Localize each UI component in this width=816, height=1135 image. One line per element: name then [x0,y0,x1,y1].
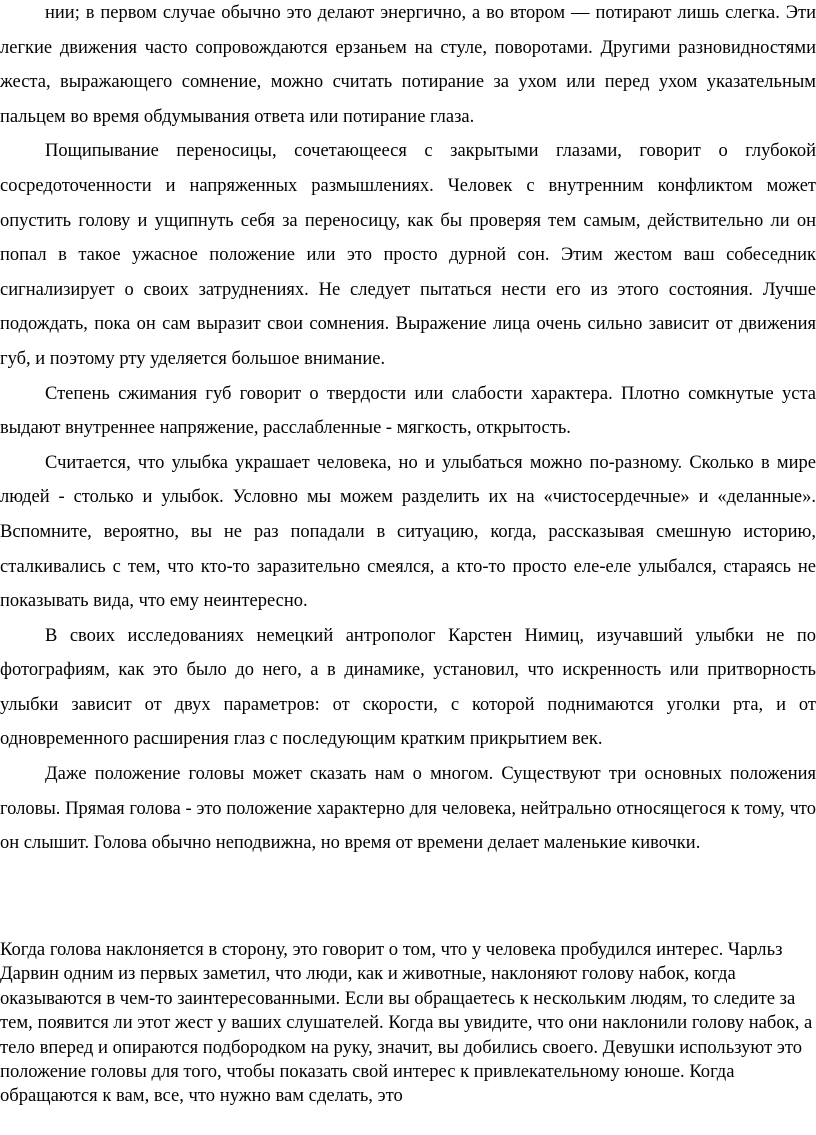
paragraph-nimitz-study: В своих исследованиях немецкий антрополог Карстен Нимиц, изучавший улыбки не по фотографиям, как это было до него, а в динамике, установил, что искренность или притворность улыбки зависит от двух параметров: от скорости, с которой поднимаются уголки рта, и от одновременного расширения глаз с последующим кратким прикрытием век. [0,625,816,750]
paragraph-head-tilt: Когда голова наклоняется в сторону, это говорит о том, что у человека пробудился интерес. Чарльз Дарвин одним из первых заметил, что люди, как и животные, наклоняют голову набок, когда оказываются в чем-то заинтересованными. Если вы обращаетесь к нескольким людям, то следите за тем, появится ли этот жест у ваших слушателей. Когда вы увидите, что они наклонили голову набок, а тело вперед и опираются подбородком на руку, значит, вы добились своего. Девушки используют это положение головы для того, чтобы показать свой интерес к привлекательному юноше. Когда обращаются к вам, все, что нужно вам сделать, это [0,939,813,1107]
paragraph-head-position: Даже положение головы может сказать нам о многом. Существуют три основных положения головы. Прямая голова - это положение характерно для человека, нейтрально относящегося к тому, что он слышит. Голова обычно неподвижна, но время от времени делает маленькие кивочки. [0,764,816,854]
paragraph-smile: Считается, что улыбка украшает человека, но и улыбаться можно по-разному. Сколько в мире людей - столько и улыбок. Условно мы можем разделить их на «чистосердечные» и «деланные». Вспомните, вероятно, вы не раз попадали в ситуацию, когда, рассказывая смешную историю, сталкивались с тем, что кто-то заразительно смеялся, а кто-то просто еле-еле улыбался, стараясь не показывать вида, что ему неинтересно. [0,452,816,612]
document-body-continued [0,938,816,1109]
paragraph-nose-pinch: Пощипывание переносицы, сочетающееся с закрытыми глазами, говорит о глубокой сосредоточенности и напряженных размышлениях. Человек с внутренним конфликтом может опустить голову и ущипнуть себя за переносицу, как бы проверяя тем самым, действительно ли он попал в такое ужасное положение или это просто дурной сон. Этим жестом ваш собеседник сигнализирует о своих затруднениях. Не следует пытаться нести его из этого состояния. Лучше подождать, пока он сам выразит свои сомнения. Выражение лица очень сильно зависит от движения губ, и поэтому рту уделяется большое внимание. [0,141,816,369]
paragraph-gesture-doubt: нии; в первом случае обычно это делают энергично, а во втором — потирают лишь слегка. Эти легкие движения часто сопровождаются ерзаньем на стуле, поворотами. Другими разновидностями жеста, выражающего сомнение, можно считать потирание за ухом или перед ухом указательным пальцем во время обдумывания ответа или потирание глаза. [0,3,816,127]
paragraph-lips: Степень сжимания губ говорит о твердости или слабости характера. Плотно сомкнутые уста выдают внутреннее напряжение, расслабленные - мягкость, открытость. [0,383,816,439]
